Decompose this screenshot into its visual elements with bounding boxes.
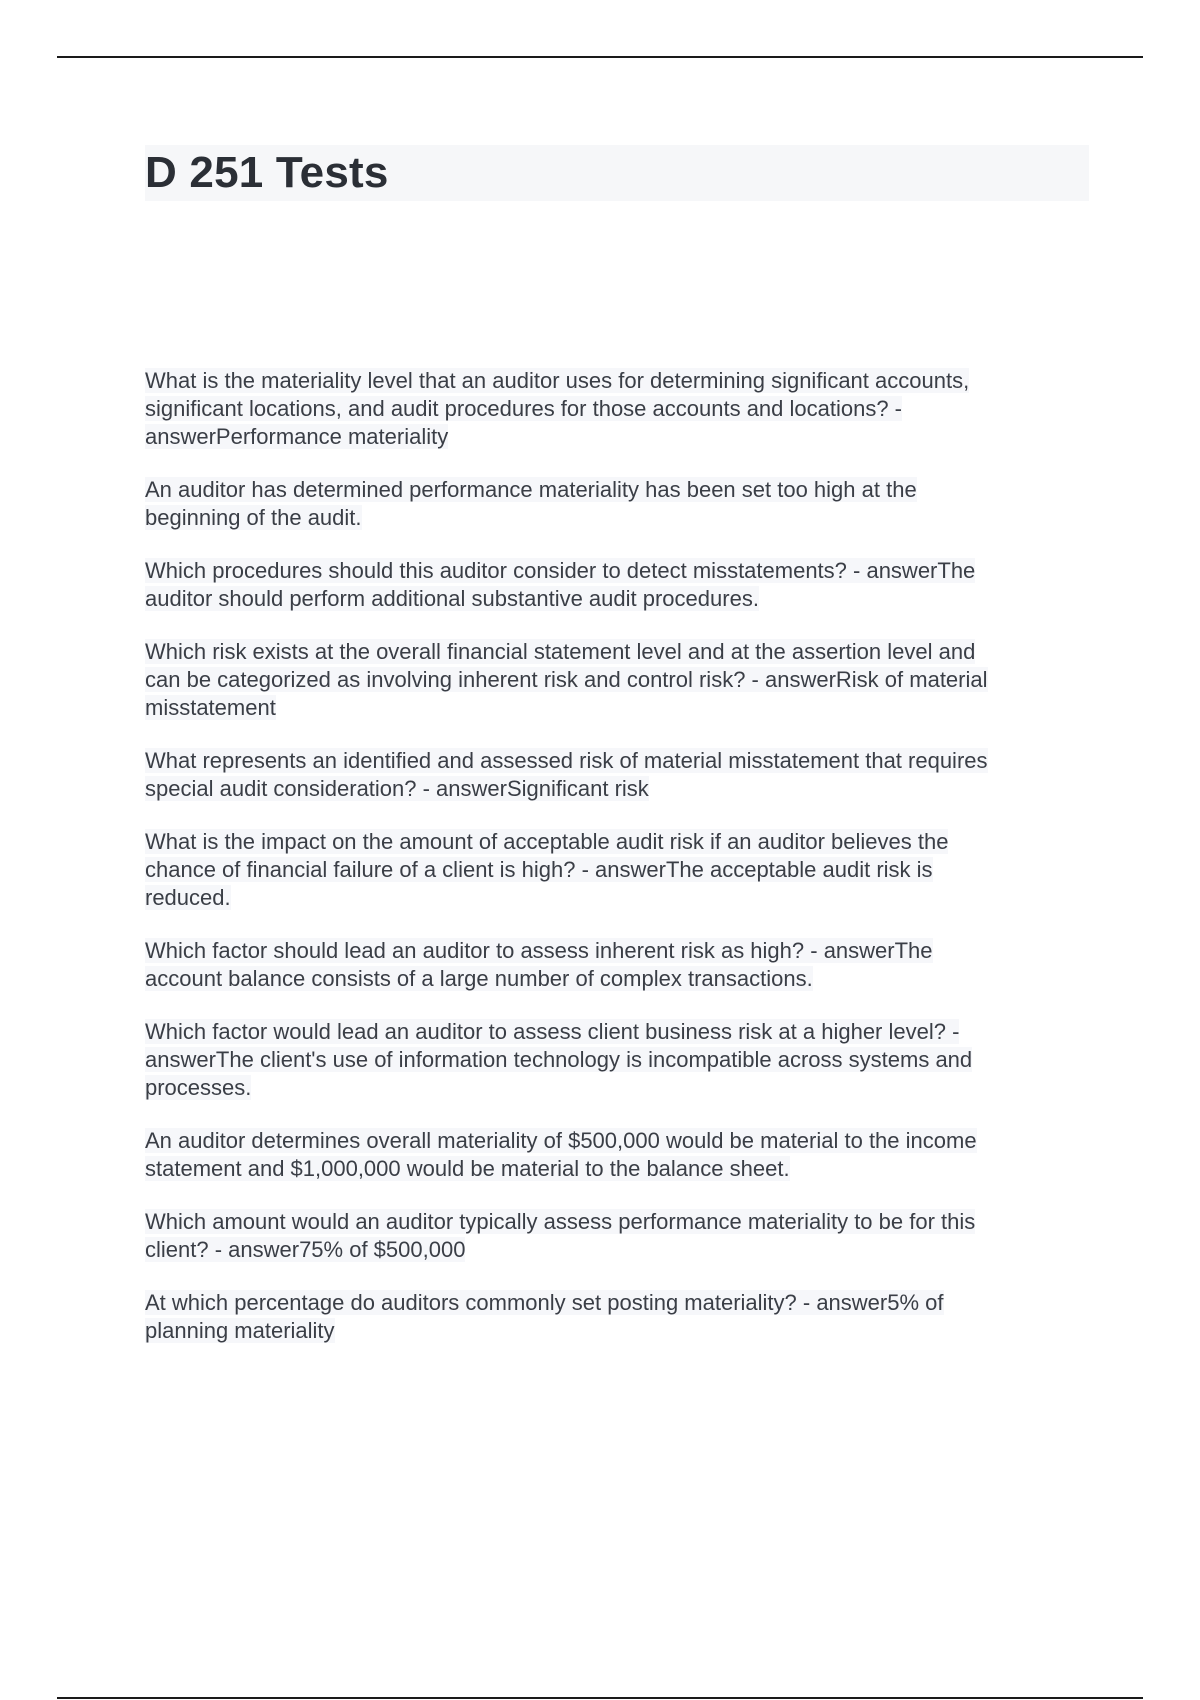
qa-paragraph: [145, 937, 1095, 993]
qa-paragraph: [145, 476, 1095, 532]
qa-paragraph: [145, 557, 1095, 613]
text-line: Which risk exists at the overall financial statement level and at the assertion level and: [145, 639, 976, 664]
text-line: auditor should perform additional substantive audit procedures.: [145, 586, 759, 611]
document-body: [145, 367, 1095, 1370]
qa-paragraph: [145, 828, 1095, 912]
qa-paragraph: [145, 367, 1095, 451]
bottom-rule: [57, 1697, 1143, 1699]
text-line: Which factor should lead an auditor to assess inherent risk as high? - answerThe: [145, 938, 933, 963]
text-line: processes.: [145, 1075, 252, 1100]
text-line: client? - answer75% of $500,000: [145, 1237, 466, 1262]
text-line: chance of financial failure of a client is high? - answerThe acceptable audit risk is: [145, 857, 933, 882]
qa-paragraph: [145, 1127, 1095, 1183]
text-line: What represents an identified and assessed risk of material misstatement that requires: [145, 748, 988, 773]
qa-paragraph: [145, 638, 1095, 722]
qa-paragraph: [145, 747, 1095, 803]
text-line: What is the materiality level that an auditor uses for determining significant accounts,: [145, 368, 970, 393]
text-line: answerPerformance materiality: [145, 424, 449, 449]
text-line: Which amount would an auditor typically assess performance materiality to be for this: [145, 1209, 976, 1234]
text-line: beginning of the audit.: [145, 505, 362, 530]
text-line: What is the impact on the amount of acceptable audit risk if an auditor believes the: [145, 829, 949, 854]
text-line: misstatement: [145, 695, 276, 720]
text-line: answerThe client's use of information technology is incompatible across systems and: [145, 1047, 973, 1072]
qa-paragraph: [145, 1018, 1095, 1102]
page-title: D 251 Tests: [145, 148, 389, 197]
text-line: special audit consideration? - answerSignificant risk: [145, 776, 649, 801]
qa-paragraph: [145, 1289, 1095, 1345]
text-line: At which percentage do auditors commonly set posting materiality? - answer5% of: [145, 1290, 944, 1315]
qa-paragraph: [145, 1208, 1095, 1264]
text-line: planning materiality: [145, 1318, 335, 1343]
text-line: An auditor has determined performance materiality has been set too high at the: [145, 477, 917, 502]
text-line: statement and $1,000,000 would be material to the balance sheet.: [145, 1156, 790, 1181]
text-line: can be categorized as involving inherent risk and control risk? - answerRisk of material: [145, 667, 988, 692]
top-rule: [57, 56, 1143, 58]
text-line: reduced.: [145, 885, 231, 910]
text-line: Which procedures should this auditor consider to detect misstatements? - answerThe: [145, 558, 976, 583]
text-line: account balance consists of a large number of complex transactions.: [145, 966, 813, 991]
text-line: Which factor would lead an auditor to assess client business risk at a higher level? -: [145, 1019, 960, 1044]
text-line: An auditor determines overall materiality of $500,000 would be material to the income: [145, 1128, 977, 1153]
text-line: significant locations, and audit procedures for those accounts and locations? -: [145, 396, 903, 421]
